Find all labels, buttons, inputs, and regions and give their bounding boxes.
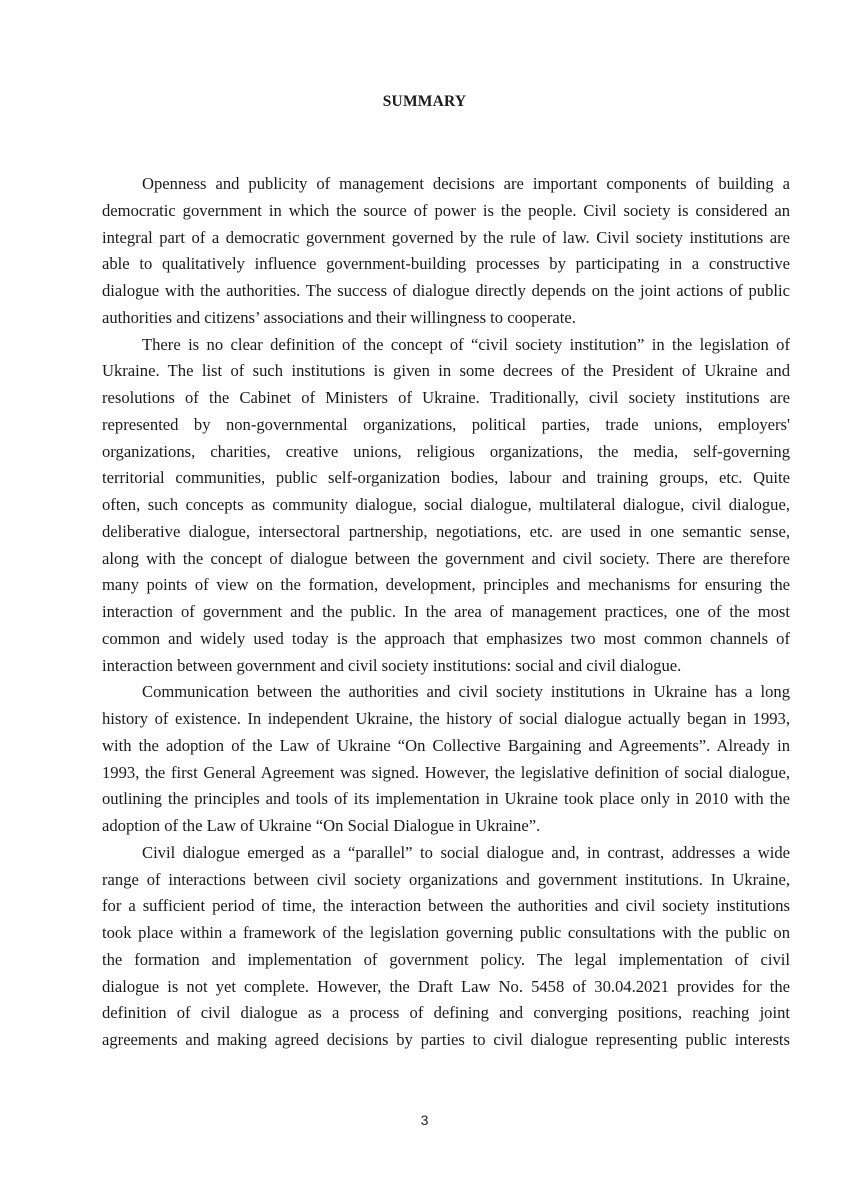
paragraph-2 bbox=[102, 332, 790, 680]
text-line: territorial communities, public self-organization bodies, labour and training groups, etc. Quite bbox=[102, 468, 790, 488]
text-line: along with the concept of dialogue between the government and civil society. There are therefore bbox=[102, 548, 790, 568]
document-body bbox=[102, 171, 790, 1054]
text-line: resolutions of the Cabinet of Ministers of Ukraine. Traditionally, civil society institutions are bbox=[102, 388, 790, 407]
text-line: with the adoption of the Law of Ukraine “On Collective Bargaining and Agreements”. Already in bbox=[102, 735, 790, 755]
text-line: the formation and implementation of government policy. The legal implementation of civil bbox=[102, 949, 790, 969]
text-line: range of interactions between civil society organizations and government institutions. In Ukraine, bbox=[102, 869, 790, 889]
text-line: dialogue is not yet complete. However, the Draft Law No. 5458 of 30.04.2021 provides for the bbox=[102, 976, 790, 996]
text-line: many points of view on the formation, development, principles and mechanisms for ensuring the bbox=[102, 575, 790, 595]
text-line: agreements and making agreed decisions by parties to civil dialogue representing public interests bbox=[102, 1030, 790, 1049]
text-line: outlining the principles and tools of its implementation in Ukraine took place only in 2010 with the bbox=[102, 789, 790, 809]
text-line: common and widely used today is the approach that emphasizes two most common channels of bbox=[102, 628, 790, 648]
text-line: Communication between the authorities and civil society institutions in Ukraine has a long bbox=[142, 682, 790, 702]
text-line: dialogue with the authorities. The success of dialogue directly depends on the joint actions of public bbox=[102, 281, 790, 300]
text-line: integral part of a democratic government governed by the rule of law. Civil society institutions are bbox=[102, 227, 790, 247]
text-line: 1993, the first General Agreement was signed. However, the legislative definition of social dialogue, bbox=[102, 762, 790, 782]
text-line: definition of civil dialogue as a process of defining and converging positions, reaching joint bbox=[102, 1003, 790, 1023]
text-line: interaction of government and the public. In the area of management practices, one of the most bbox=[102, 602, 790, 621]
paragraph-4 bbox=[102, 840, 790, 1054]
text-line: organizations, charities, creative unions, religious organizations, the media, self-governing bbox=[102, 441, 790, 461]
text-line: Civil dialogue emerged as a “parallel” to social dialogue and, in contrast, addresses a wide bbox=[142, 842, 790, 862]
text-line: able to qualitatively influence government-building processes by participating in a constructive bbox=[102, 254, 790, 274]
text-line: There is no clear definition of the concept of “civil society institution” in the legislation of bbox=[142, 334, 790, 354]
text-line: represented by non-governmental organizations, political parties, trade unions, employers' bbox=[102, 414, 790, 434]
text-line: adoption of the Law of Ukraine “On Social Dialogue in Ukraine”. bbox=[102, 816, 541, 835]
paragraph-3 bbox=[102, 679, 790, 840]
text-line: deliberative dialogue, intersectoral partnership, negotiations, etc. are used in one semantic sense, bbox=[102, 521, 790, 541]
text-line: for a sufficient period of time, the interaction between the authorities and civil society institutions bbox=[102, 896, 790, 916]
page-number: 3 bbox=[420, 1112, 429, 1128]
text-line: Openness and publicity of management decisions are important components of building a bbox=[142, 174, 790, 193]
text-line: interaction between government and civil society institutions: social and civil dialogue. bbox=[102, 655, 682, 675]
text-line: authorities and citizens’ associations and their willingness to cooperate. bbox=[102, 307, 576, 327]
page-title: SUMMARY bbox=[382, 93, 467, 110]
text-line: took place within a framework of the legislation governing public consultations with the public on bbox=[102, 923, 790, 942]
text-line: history of existence. In independent Ukraine, the history of social dialogue actually began in 1993, bbox=[102, 709, 790, 728]
text-line: democratic government in which the source of power is the people. Civil society is considered an bbox=[102, 200, 790, 220]
text-line: Ukraine. The list of such institutions is given in some decrees of the President of Ukraine and bbox=[102, 361, 790, 381]
text-line: often, such concepts as community dialogue, social dialogue, multilateral dialogue, civil dialogue, bbox=[102, 495, 790, 514]
paragraph-1 bbox=[102, 171, 790, 332]
